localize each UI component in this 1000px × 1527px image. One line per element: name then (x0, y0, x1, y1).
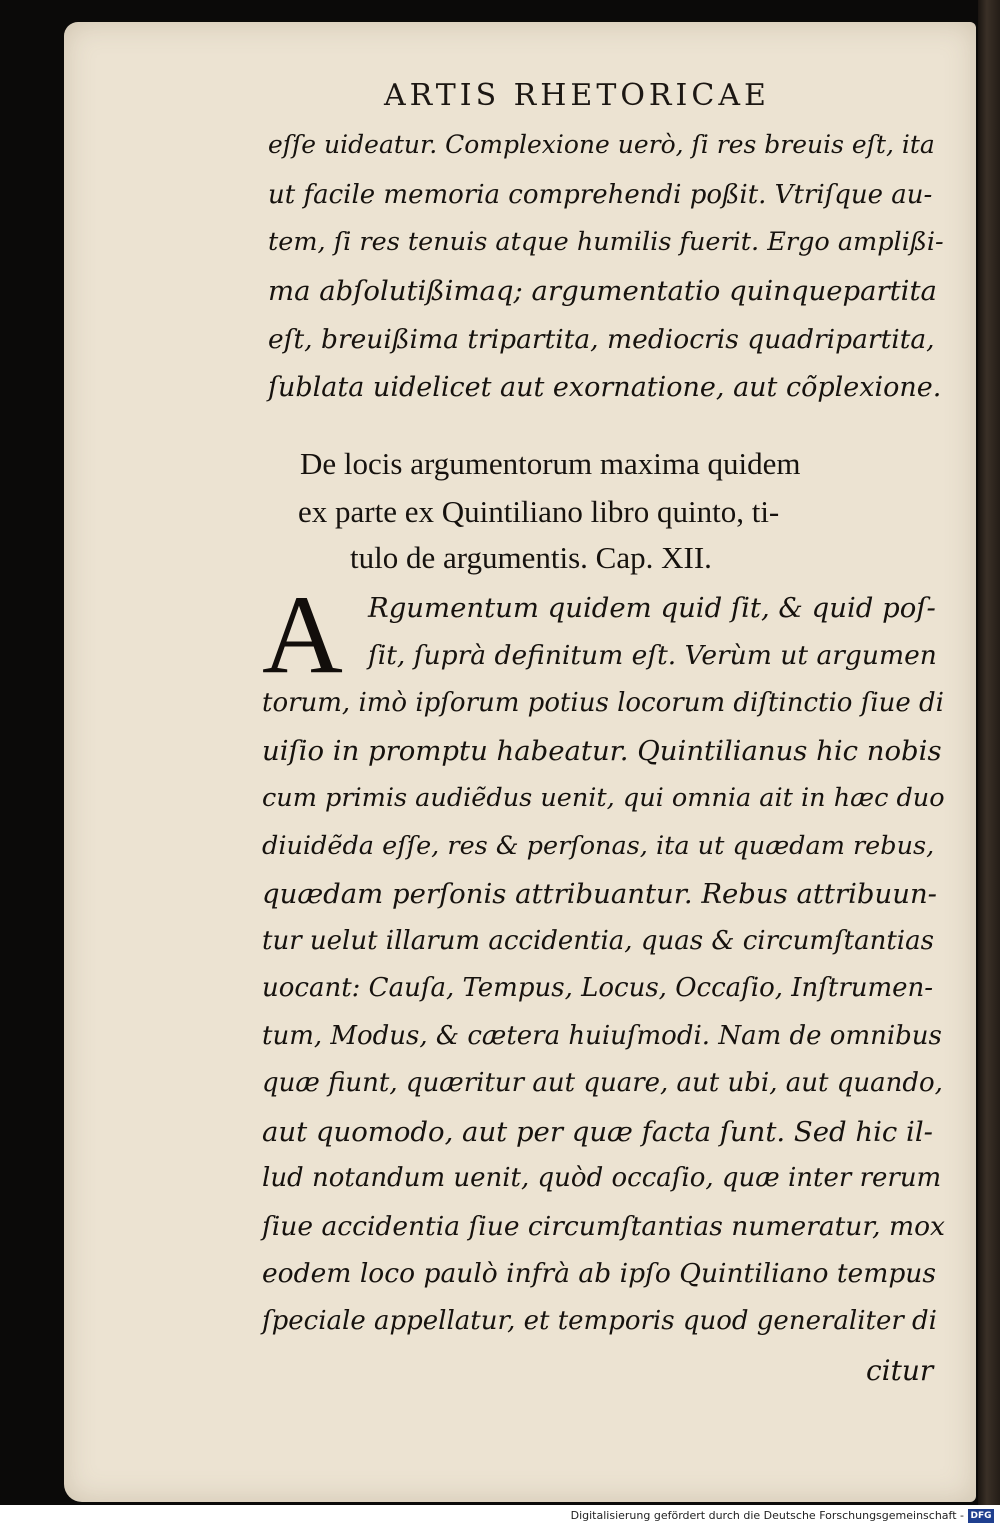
text-line: quæ fiunt, quæritur aut quare, aut ubi, aut quando, (262, 1068, 943, 1098)
text-line: uocant: Cauſa, Tempus, Locus, Occaſio, Inſtrumen- (262, 973, 934, 1003)
text-line: ſpeciale appellatur, et temporis quod generaliter di (262, 1306, 937, 1336)
text-line: ſit, ſuprà definitum eſt. Verùm ut argumen (368, 640, 937, 671)
chapter-heading-line: tulo de argumentis. Cap. XII. (350, 540, 712, 575)
text-line: ut facile memoria comprehendi poßit. Vtriſque au- (268, 180, 933, 210)
running-head: ARTIS RHETORICAE (384, 78, 770, 113)
text-line: ſiue accidentia ſiue circumſtantias numeratur, mox (262, 1211, 945, 1242)
dfg-logo: DFG (968, 1509, 994, 1523)
text-line: tem, ſi res tenuis atque humilis fuerit. Ergo amplißi- (268, 227, 944, 257)
text-line: quædam perſonis attribuantur. Rebus attribuun- (262, 878, 937, 910)
chapter-heading-line: De locis argumentorum maxima quidem (300, 446, 801, 481)
text-line: ma abſolutißimaq; argumentatio quinquepartita (268, 275, 937, 307)
text-line: Rgumentum quidem quid ſit, & quid poſ- (368, 592, 936, 624)
text-line: aut quomodo, aut per quæ facta ſunt. Sed hic il- (262, 1116, 933, 1148)
catchword: citur (866, 1354, 934, 1387)
text-line: eſſe uideatur. Complexione uerò, ſi res breuis eſt, ita (268, 130, 935, 159)
text-line: uiſio in promptu habeatur. Quintilianus hic nobis (262, 735, 942, 767)
footer-bar (0, 1505, 1000, 1527)
book-binding-edge (978, 0, 1000, 1505)
text-line: eodem loco paulò infrà ab ipſo Quintiliano tempus (262, 1258, 936, 1289)
text-line: tur uelut illarum accidentia, quas & circumſtantias (262, 926, 934, 956)
footer-credit: Digitalisierung gefördert durch die Deutsche Forschungsgemeinschaft - (570, 1509, 964, 1522)
text-line: lud notandum uenit, quòd occaſio, quæ inter rerum (262, 1163, 942, 1193)
chapter-heading-line: ex parte ex Quintiliano libro quinto, ti- (298, 494, 780, 529)
text-line: ſublata uidelicet aut exornatione, aut cõplexione. (268, 372, 942, 403)
text-line: torum, imò ipſorum potius locorum diſtinctio ſiue di (262, 688, 944, 718)
text-line: tum, Modus, & cætera huiuſmodi. Nam de omnibus (262, 1021, 942, 1051)
drop-cap: A (262, 573, 343, 697)
text-line: cum primis audiẽdus uenit, qui omnia ait in hæc duo (262, 783, 945, 813)
text-line: diuidẽda eſſe, res & perſonas, ita ut quædam rebus, (262, 831, 935, 861)
text-line: eſt, breuißima tripartita, mediocris quadripartita, (268, 324, 935, 355)
